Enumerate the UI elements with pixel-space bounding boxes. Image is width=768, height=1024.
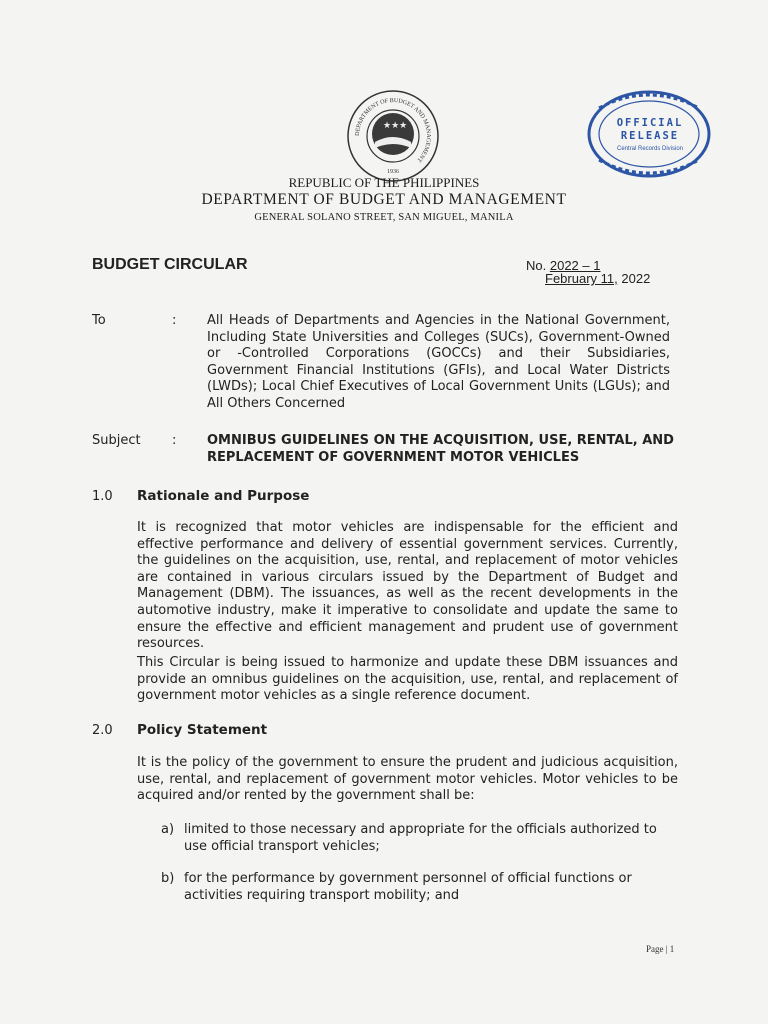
seal-year: 1936: [387, 169, 399, 175]
document-type: BUDGET CIRCULAR: [92, 256, 248, 273]
section-1-paragraph-2: This Circular is being issued to harmonize and update these DBM issuances and provide an omnibus guidelines on the acquisition, use, rental, and replacement of government motor vehicles as a single reference document.: [137, 655, 678, 704]
svg-text:★★★: ★★★: [383, 121, 408, 131]
page-number: Page | 1: [646, 944, 675, 954]
letterhead-department: DEPARTMENT OF BUDGET AND MANAGEMENT: [201, 191, 567, 208]
circular-date: [545, 271, 650, 286]
letterhead-republic: REPUBLIC OF THE PHILIPPINES: [288, 175, 480, 190]
section-1-title: Rationale and Purpose: [137, 488, 310, 504]
stamp-line-3: Central Records Division: [616, 146, 684, 152]
section-2-paragraph-1: It is the policy of the government to ensure the prudent and judicious acquisition, use, rental, and replacement of government motor vehicles. Motor vehicles to be acquired and/or rented by the government shall be:: [137, 755, 678, 804]
circular-number-value: 2022 – 1: [549, 258, 601, 273]
section-2-title: Policy Statement: [137, 722, 268, 738]
section-1-paragraph-1: It is recognized that motor vehicles are indispensable for the efficient and effective performance and delivery of essential government services. Currently, the guidelines on the acquisition, use, rental, and replacement of motor vehicles are contained in various circulars issued by the Department of Budget and Management (DBM). The issuances, as well as the recent developments in the automotive industry, make it imperative to consolidate and update the same to ensure the effective and efficient management and prudent use of government resources.: [137, 520, 678, 652]
to-label: To: [92, 313, 106, 328]
list-item-b-letter: b): [161, 871, 175, 886]
to-colon: :: [172, 313, 177, 328]
section-2-number: 2.0: [92, 723, 113, 738]
circular-date-month-day: February 11,: [545, 271, 618, 286]
stamp-line-1: OFFICIAL: [616, 117, 684, 129]
subject-colon: :: [172, 433, 177, 448]
list-item-a-text: limited to those necessary and appropriate for the officials authorized to use official transport vehicles;: [184, 822, 657, 854]
letterhead-address: GENERAL SOLANO STREET, SAN MIGUEL, MANILA: [254, 212, 514, 223]
seal-ring-text: DEPARTMENT OF BUDGET AND MANAGEMENT: [354, 97, 432, 163]
to-recipients: All Heads of Departments and Agencies in the National Government, Including State Universities and Colleges (SUCs), Government-Owned or -Controlled Corporations (GOCCs) and their Subsidiaries, Government Financial Institutions (GFIs), and Local Water Districts (LWDs); Local Chief Executives of Local Government Units (LGUs); and All Others Concerned: [207, 313, 670, 411]
subject-text: OMNIBUS GUIDELINES ON THE ACQUISITION, USE, RENTAL, AND REPLACEMENT OF GOVERNMENT MOTOR VEHICLES: [207, 433, 674, 465]
stamp-line-2: RELEASE: [620, 130, 680, 142]
list-item-b-text: for the performance by government personnel of official functions or activities requiring transport mobility; and: [184, 871, 632, 903]
section-1-number: 1.0: [92, 489, 113, 504]
subject-label: Subject: [92, 433, 141, 448]
circular-number-label: No.: [526, 258, 547, 273]
list-item-a-letter: a): [161, 822, 175, 837]
circular-date-year: 2022: [621, 271, 651, 286]
dbm-seal-icon: [345, 88, 441, 184]
